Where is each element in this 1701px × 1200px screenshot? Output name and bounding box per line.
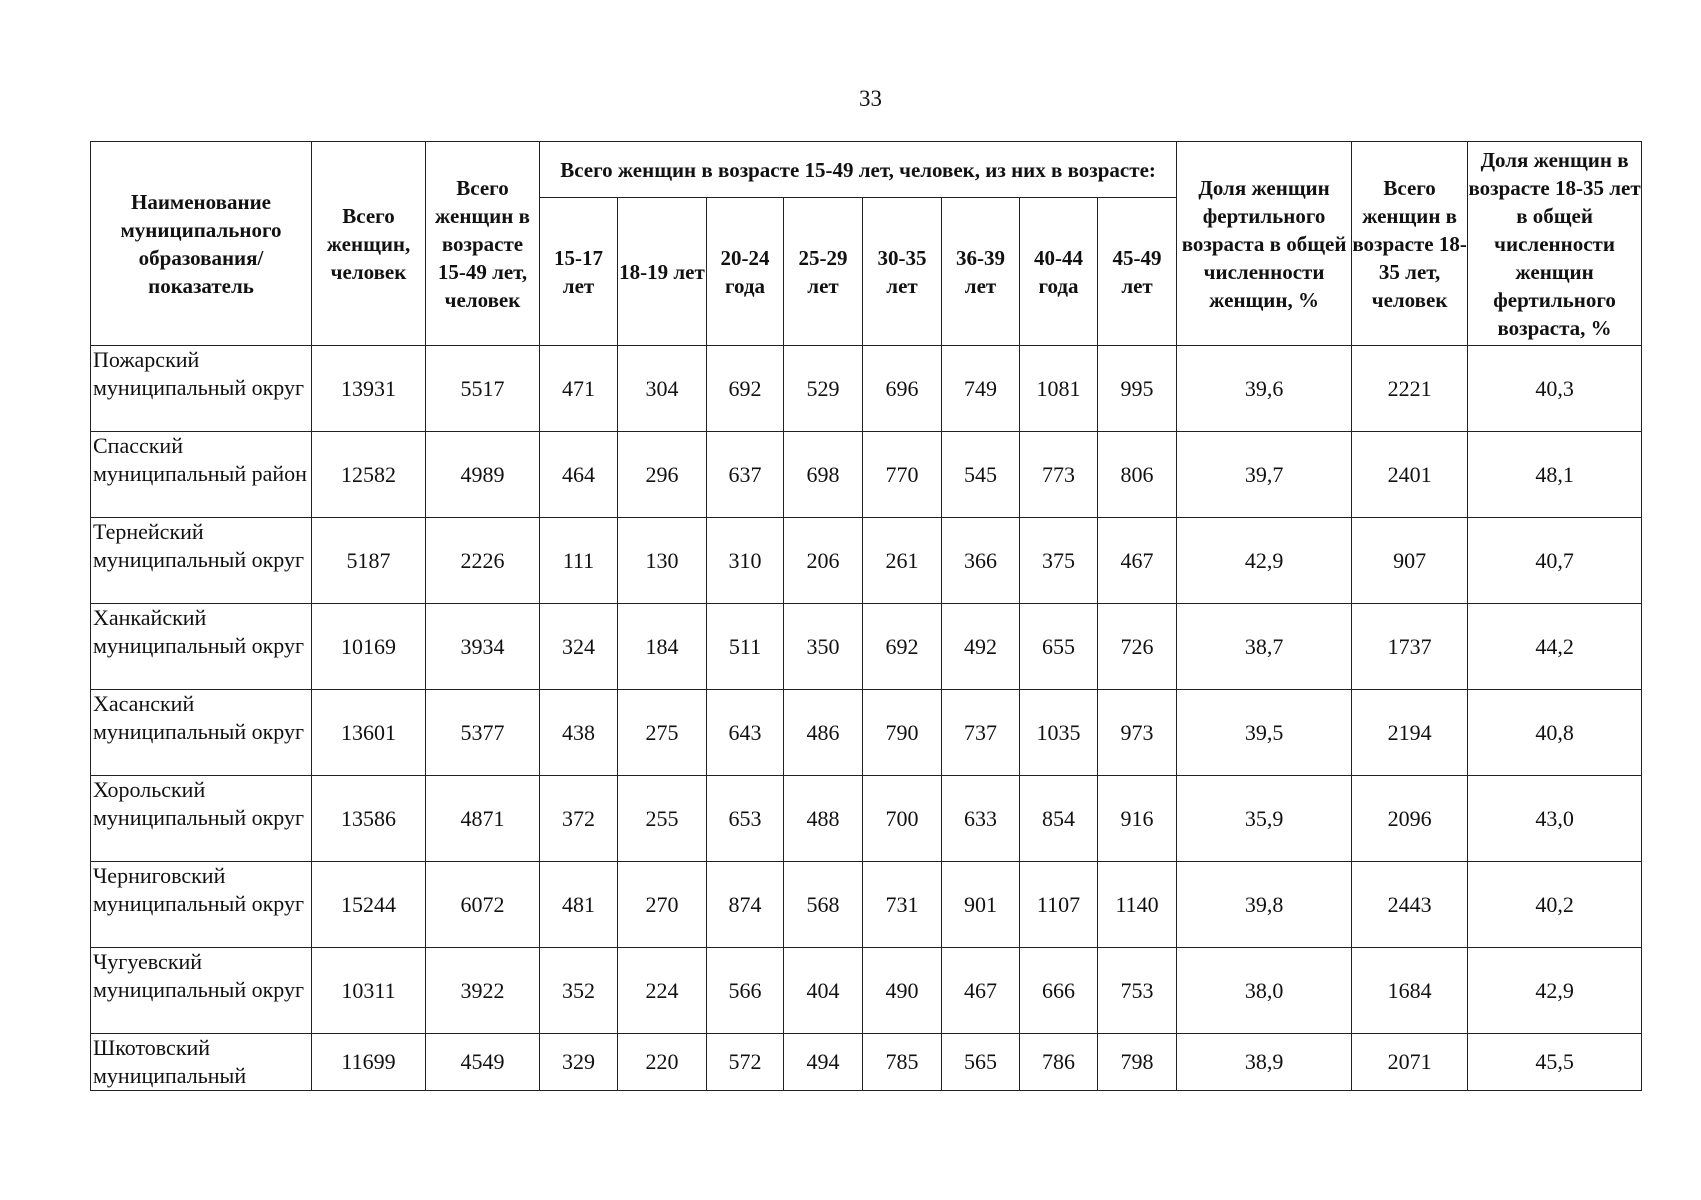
cell-age-group-value: 486: [784, 690, 863, 776]
cell-total-women: 5187: [312, 518, 426, 604]
cell-age-group-value: 786: [1020, 1034, 1098, 1091]
cell-fertile-share: 39,8: [1177, 862, 1352, 948]
cell-age-group-value: 206: [784, 518, 863, 604]
cell-municipality-name: Чугуевский муниципальный округ: [91, 948, 312, 1034]
cell-age-group-value: 692: [707, 346, 784, 432]
table-row: [91, 948, 1642, 1034]
cell-age-group-value: 490: [863, 948, 942, 1034]
cell-municipality-name: Пожарский муниципальный округ: [91, 346, 312, 432]
cell-total-women: 13586: [312, 776, 426, 862]
cell-share-18-35: 40,7: [1468, 518, 1642, 604]
cell-age-group-value: 467: [1098, 518, 1177, 604]
cell-age-group-value: 1140: [1098, 862, 1177, 948]
cell-age-group-value: 916: [1098, 776, 1177, 862]
cell-age-group-value: 304: [618, 346, 707, 432]
table-row: [91, 432, 1642, 518]
cell-total-15-49: 3922: [426, 948, 540, 1034]
cell-age-group-value: 310: [707, 518, 784, 604]
cell-fertile-share: 38,9: [1177, 1034, 1352, 1091]
cell-age-group-value: 220: [618, 1034, 707, 1091]
cell-age-group-value: 481: [540, 862, 618, 948]
cell-age-group-value: 666: [1020, 948, 1098, 1034]
cell-age-group-value: 1107: [1020, 862, 1098, 948]
cell-age-group-value: 726: [1098, 604, 1177, 690]
page-number: 33: [859, 86, 882, 111]
cell-age-group-value: 184: [618, 604, 707, 690]
cell-total-18-35: 1737: [1352, 604, 1468, 690]
cell-total-women: 15244: [312, 862, 426, 948]
header-age-20-24: 20-24 года: [707, 198, 784, 346]
header-age-25-29: 25-29 лет: [784, 198, 863, 346]
cell-age-group-value: 637: [707, 432, 784, 518]
cell-share-18-35: 45,5: [1468, 1034, 1642, 1091]
cell-fertile-share: 35,9: [1177, 776, 1352, 862]
header-age-15-17: 15-17 лет: [540, 198, 618, 346]
cell-fertile-share: 39,7: [1177, 432, 1352, 518]
cell-total-18-35: 2401: [1352, 432, 1468, 518]
cell-age-group-value: 753: [1098, 948, 1177, 1034]
table-row: [91, 518, 1642, 604]
cell-age-group-value: 565: [942, 1034, 1020, 1091]
cell-age-group-value: 255: [618, 776, 707, 862]
cell-age-group-value: 352: [540, 948, 618, 1034]
cell-municipality-name: Ханкайский муниципальный округ: [91, 604, 312, 690]
cell-fertile-share: 38,0: [1177, 948, 1352, 1034]
cell-total-18-35: 1684: [1352, 948, 1468, 1034]
cell-age-group-value: 492: [942, 604, 1020, 690]
table-row: [91, 1034, 1642, 1091]
cell-age-group-value: 770: [863, 432, 942, 518]
cell-total-women: 13601: [312, 690, 426, 776]
cell-age-group-value: 529: [784, 346, 863, 432]
cell-total-15-49: 2226: [426, 518, 540, 604]
table-row: [91, 776, 1642, 862]
cell-age-group-value: 296: [618, 432, 707, 518]
cell-municipality-name: Тернейский муниципальный округ: [91, 518, 312, 604]
cell-age-group-value: 700: [863, 776, 942, 862]
cell-share-18-35: 48,1: [1468, 432, 1642, 518]
cell-age-group-value: 494: [784, 1034, 863, 1091]
table-row: [91, 604, 1642, 690]
cell-total-women: 10311: [312, 948, 426, 1034]
cell-age-group-value: 1081: [1020, 346, 1098, 432]
cell-total-women: 10169: [312, 604, 426, 690]
cell-age-group-value: 692: [863, 604, 942, 690]
cell-municipality-name: Черниговский муниципальный округ: [91, 862, 312, 948]
header-total-women: Всего женщин, человек: [312, 142, 426, 346]
cell-age-group-value: 324: [540, 604, 618, 690]
header-age-45-49: 45-49 лет: [1098, 198, 1177, 346]
cell-total-18-35: 2194: [1352, 690, 1468, 776]
table-row: [91, 346, 1642, 432]
table-row: [91, 862, 1642, 948]
cell-age-group-value: 698: [784, 432, 863, 518]
header-age-36-39: 36-39 лет: [942, 198, 1020, 346]
cell-age-group-value: 545: [942, 432, 1020, 518]
header-name: Наименование муниципального образования/ показатель: [91, 142, 312, 346]
cell-age-group-value: 633: [942, 776, 1020, 862]
cell-fertile-share: 38,7: [1177, 604, 1352, 690]
cell-share-18-35: 40,2: [1468, 862, 1642, 948]
cell-fertile-share: 39,5: [1177, 690, 1352, 776]
cell-fertile-share: 42,9: [1177, 518, 1352, 604]
cell-municipality-name: Хасанский муниципальный округ: [91, 690, 312, 776]
cell-age-group-value: 224: [618, 948, 707, 1034]
cell-age-group-value: 471: [540, 346, 618, 432]
cell-age-group-value: 270: [618, 862, 707, 948]
cell-share-18-35: 40,3: [1468, 346, 1642, 432]
cell-age-group-value: 572: [707, 1034, 784, 1091]
cell-age-group-value: 785: [863, 1034, 942, 1091]
cell-share-18-35: 44,2: [1468, 604, 1642, 690]
cell-total-15-49: 5377: [426, 690, 540, 776]
cell-share-18-35: 43,0: [1468, 776, 1642, 862]
header-age-40-44: 40-44 года: [1020, 198, 1098, 346]
cell-municipality-name: Хорольский муниципальный округ: [91, 776, 312, 862]
cell-age-group-value: 790: [863, 690, 942, 776]
cell-age-group-value: 973: [1098, 690, 1177, 776]
cell-age-group-value: 901: [942, 862, 1020, 948]
cell-age-group-value: 643: [707, 690, 784, 776]
cell-total-15-49: 6072: [426, 862, 540, 948]
cell-total-18-35: 2096: [1352, 776, 1468, 862]
cell-total-women: 11699: [312, 1034, 426, 1091]
cell-age-group-value: 329: [540, 1034, 618, 1091]
cell-total-18-35: 2443: [1352, 862, 1468, 948]
cell-age-group-value: 696: [863, 346, 942, 432]
header-share-18-35: Доля женщин в возрасте 18-35 лет в общей численности женщин фертильного возраста, %: [1468, 142, 1642, 346]
cell-age-group-value: 467: [942, 948, 1020, 1034]
cell-total-18-35: 2071: [1352, 1034, 1468, 1091]
cell-age-group-value: 464: [540, 432, 618, 518]
cell-municipality-name: Спасский муниципальный район: [91, 432, 312, 518]
cell-age-group-value: 568: [784, 862, 863, 948]
cell-age-group-value: 438: [540, 690, 618, 776]
cell-age-group-value: 854: [1020, 776, 1098, 862]
cell-age-group-value: 806: [1098, 432, 1177, 518]
cell-total-women: 12582: [312, 432, 426, 518]
cell-age-group-value: 488: [784, 776, 863, 862]
header-age-group-title: Всего женщин в возрасте 15-49 лет, человек, из них в возрасте:: [540, 142, 1177, 198]
cell-total-15-49: 4871: [426, 776, 540, 862]
cell-age-group-value: 749: [942, 346, 1020, 432]
cell-total-18-35: 907: [1352, 518, 1468, 604]
cell-age-group-value: 995: [1098, 346, 1177, 432]
cell-age-group-value: 261: [863, 518, 942, 604]
cell-total-18-35: 2221: [1352, 346, 1468, 432]
cell-age-group-value: 130: [618, 518, 707, 604]
cell-age-group-value: 511: [707, 604, 784, 690]
population-table: [90, 141, 1642, 1091]
cell-age-group-value: 731: [863, 862, 942, 948]
cell-age-group-value: 275: [618, 690, 707, 776]
cell-age-group-value: 350: [784, 604, 863, 690]
header-fertile-share: Доля женщин фертильного возраста в общей численности женщин, %: [1177, 142, 1352, 346]
cell-age-group-value: 566: [707, 948, 784, 1034]
header-age-30-35: 30-35 лет: [863, 198, 942, 346]
table-row: [91, 690, 1642, 776]
cell-age-group-value: 111: [540, 518, 618, 604]
cell-age-group-value: 653: [707, 776, 784, 862]
cell-fertile-share: 39,6: [1177, 346, 1352, 432]
cell-total-15-49: 4549: [426, 1034, 540, 1091]
cell-age-group-value: 1035: [1020, 690, 1098, 776]
cell-age-group-value: 798: [1098, 1034, 1177, 1091]
header-age-18-19: 18-19 лет: [618, 198, 707, 346]
cell-age-group-value: 375: [1020, 518, 1098, 604]
cell-age-group-value: 773: [1020, 432, 1098, 518]
cell-total-15-49: 3934: [426, 604, 540, 690]
cell-municipality-name: Шкотовский муниципальный: [91, 1034, 312, 1091]
cell-age-group-value: 404: [784, 948, 863, 1034]
cell-age-group-value: 655: [1020, 604, 1098, 690]
cell-total-15-49: 5517: [426, 346, 540, 432]
cell-share-18-35: 40,8: [1468, 690, 1642, 776]
header-total-15-49: Всего женщин в возрасте 15-49 лет, человек: [426, 142, 540, 346]
cell-age-group-value: 366: [942, 518, 1020, 604]
header-total-18-35: Всего женщин в возрасте 18-35 лет, человек: [1352, 142, 1468, 346]
cell-age-group-value: 372: [540, 776, 618, 862]
cell-age-group-value: 737: [942, 690, 1020, 776]
cell-share-18-35: 42,9: [1468, 948, 1642, 1034]
cell-age-group-value: 874: [707, 862, 784, 948]
cell-total-15-49: 4989: [426, 432, 540, 518]
cell-total-women: 13931: [312, 346, 426, 432]
